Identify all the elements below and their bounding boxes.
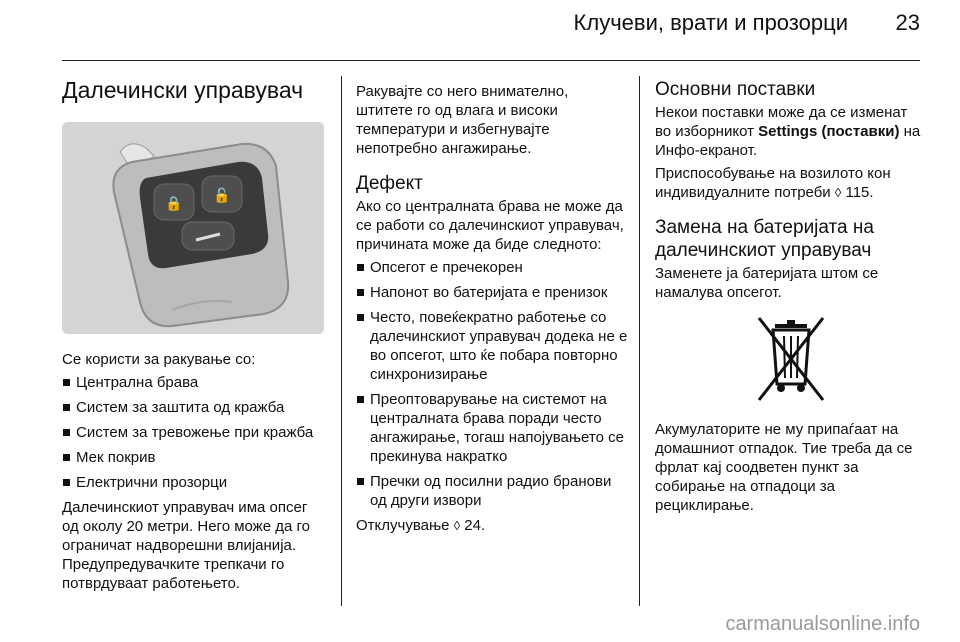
unlock-label: Отклучување: [356, 517, 450, 534]
handling-paragraph: Ракувајте со него внимателно, штитете го од влага и високи температури и избегнувајте непотребно ангажирање.: [356, 83, 569, 157]
watermark: carmanualsonline.info: [725, 613, 920, 635]
personalization-page-ref[interactable]: 115.: [845, 184, 874, 201]
personalization-paragraph: [655, 164, 927, 202]
remote-key-photo: [62, 122, 324, 334]
uses-list: [62, 373, 328, 492]
fault-list: [356, 258, 628, 510]
column-3: [655, 78, 927, 519]
column-divider-2: [639, 76, 640, 606]
uses-intro: Се користи за ракување со:: [62, 351, 256, 368]
list-item: Напонот во батеријата е пренизок: [356, 283, 628, 302]
list-item: Централна брава: [62, 373, 328, 392]
page-number: 23: [895, 10, 920, 35]
remote-key-illustration: [62, 122, 324, 334]
list-item: Преоптоварување на системот на централната брава поради често ангажирање, тогаш напојувањето се прекинува накратко: [356, 390, 628, 466]
list-item: Мек покрив: [62, 448, 328, 467]
settings-menu-name: Settings (поставки): [758, 123, 900, 140]
personalization-text: Приспособување на возилото кон индивидуалните потреби: [655, 165, 891, 201]
page-ref-icon: ◊: [453, 518, 461, 533]
list-item: Систем за тревожење при кражба: [62, 423, 328, 442]
settings-text-end: на Инфо-екранот.: [655, 123, 921, 159]
list-item: Пречки од посилни радио бранови од други извори: [356, 472, 628, 510]
list-item: Често, повеќекратно работење со далечинскиот управувач додека не е во опсегот, што ќе побара повторно синхронизирање: [356, 308, 628, 384]
fault-intro: Ако со централната брава не може да се работи со далечинскиот управувач, причината може да биде следното:: [356, 198, 624, 253]
section-heading-fault: Дефект: [356, 173, 423, 194]
column-1: [62, 70, 328, 597]
list-item: Систем за заштита од кражба: [62, 398, 328, 417]
crossed-out-bin-icon: [753, 314, 829, 410]
svg-text:🔒: 🔒: [165, 195, 183, 211]
header-rule: [62, 60, 920, 61]
unlock-page-ref[interactable]: 24.: [464, 517, 486, 534]
disposal-paragraph: Акумулаторите не му припаѓаат на домашниот отпадок. Тие треба да се фрлат кај соодветен пункт за собирање на отпадоци за рециклирање.: [655, 421, 913, 514]
list-item: Електрични прозорци: [62, 473, 328, 492]
settings-paragraph: [655, 103, 927, 160]
list-item: Опсегот е пречекорен: [356, 258, 628, 277]
settings-text: Некои поставки може да се изменат во изборникот: [655, 104, 908, 140]
battery-paragraph: Заменете ја батеријата штом се намалува опсегот.: [655, 265, 879, 301]
column-2: [356, 82, 628, 539]
section-heading-remote: Далечински управувач: [62, 77, 304, 103]
running-header: Клучеви, врати и прозорци: [573, 10, 848, 35]
unlock-reference: [356, 516, 628, 535]
svg-text:🔓: 🔓: [213, 187, 231, 203]
section-heading-basic-settings: Основни поставки: [655, 79, 816, 100]
section-heading-battery-replacement: Замена на батеријата на далечинскиот управувач: [655, 217, 874, 261]
page-ref-icon: ◊: [834, 185, 842, 200]
range-paragraph: Далечинскиот управувач има опсег од околу 20 метри. Него може да го ограничат надворешни влијанија. Предупредувачките трепкачи го потврдуваат работењето.: [62, 499, 310, 592]
column-divider-1: [341, 76, 342, 606]
